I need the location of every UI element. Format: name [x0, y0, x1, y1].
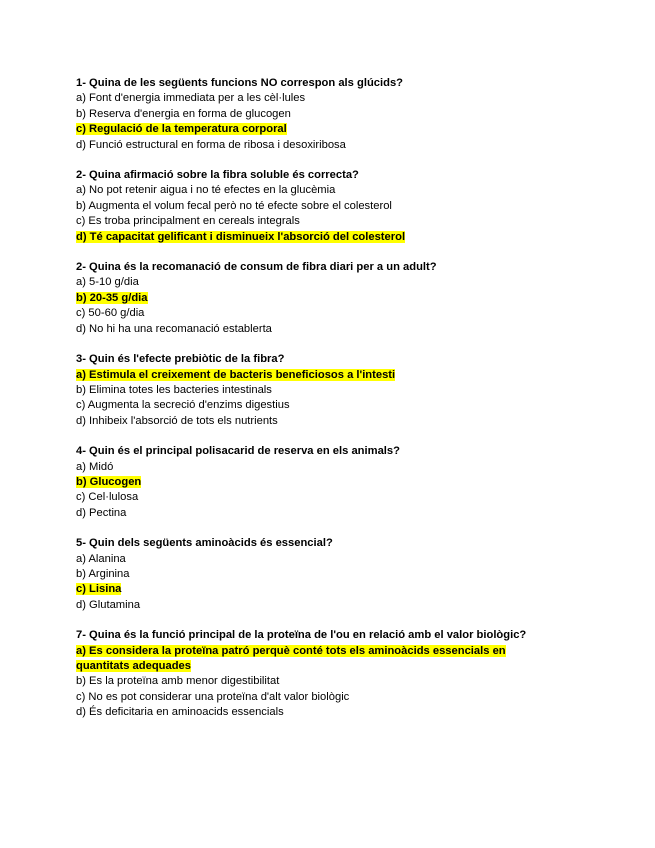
answer-text: d) Pectina: [76, 506, 127, 519]
answer-text: b) Reserva d'energia en forma de glucogen: [76, 107, 291, 120]
question-block: [76, 628, 635, 720]
correct-answer-option: [76, 368, 546, 383]
question-block: [76, 444, 635, 521]
answer-text: c) Lisina: [76, 583, 122, 596]
answer-text: a) 5-10 g/dia: [76, 276, 139, 289]
answer-option: [76, 91, 546, 106]
answer-option: [76, 138, 546, 153]
answer-text: c) Es troba principalment en cereals integrals: [76, 215, 300, 228]
question-title: 1- Quina de les següents funcions NO correspon als glúcids?: [76, 77, 403, 89]
answer-option: [76, 552, 546, 567]
answer-text: d) Inhibeix l'absorció de tots els nutrients: [76, 414, 278, 427]
answer-text: d) Glutamina: [76, 598, 141, 611]
answer-text: b) Es la proteïna amb menor digestibilitat: [76, 675, 280, 688]
answer-option: [76, 598, 546, 613]
answer-text: b) 20-35 g/dia: [76, 291, 148, 304]
answer-option: [76, 460, 546, 475]
answer-text: d) És deficitaria en aminoacids essencials: [76, 706, 284, 719]
answer-text: a) No pot retenir aigua i no té efectes en la glucèmia: [76, 184, 336, 197]
answer-text: a) Midó: [76, 460, 114, 473]
question-title: 2- Quina és la recomanació de consum de fibra diari per a un adult?: [76, 261, 437, 274]
question-block: [76, 536, 635, 613]
answer-text: a) Alanina: [76, 552, 126, 565]
question-block: [76, 168, 635, 245]
correct-answer-option: [76, 582, 546, 597]
correct-answer-option: [76, 475, 546, 490]
question-block: [76, 260, 635, 337]
correct-answer-option: [76, 122, 546, 137]
answer-text: b) Arginina: [76, 567, 130, 580]
answer-text: b) Glucogen: [76, 475, 142, 488]
question-block: [76, 76, 635, 153]
answer-text: d) Té capacitat gelificant i disminueix l'absorció del colesterol: [76, 230, 406, 243]
answer-text: c) Regulació de la temperatura corporal: [76, 123, 287, 136]
question-title: 2- Quina afirmació sobre la fibra soluble és correcta?: [76, 169, 359, 182]
answer-option: [76, 183, 546, 198]
answer-option: [76, 199, 546, 214]
answer-text: b) Elimina totes les bacteries intestinals: [76, 383, 272, 396]
correct-answer-option: [76, 230, 546, 245]
answer-option: [76, 322, 546, 337]
answer-option: [76, 567, 546, 582]
answer-option: [76, 275, 546, 290]
answer-text: a) Estimula el creixement de bacteris beneficiosos a l'intesti: [76, 368, 396, 381]
question-list: [76, 76, 635, 721]
answer-option: [76, 506, 546, 521]
answer-option: [76, 690, 546, 705]
answer-text: c) 50-60 g/dia: [76, 307, 145, 320]
answer-option: [76, 705, 546, 720]
question-block: [76, 352, 635, 429]
correct-answer-option: [76, 291, 546, 306]
answer-text: c) Cel·lulosa: [76, 491, 139, 504]
answer-option: [76, 490, 546, 505]
answer-option: [76, 674, 546, 689]
answer-option: [76, 214, 546, 229]
question-title: 4- Quin és el principal polisacarid de reserva en els animals?: [76, 445, 400, 458]
correct-answer-option: [76, 644, 546, 675]
question-title: 3- Quin és l'efecte prebiòtic de la fibra?: [76, 353, 285, 366]
answer-option: [76, 398, 546, 413]
question-title: 5- Quin dels següents aminoàcids és essencial?: [76, 537, 333, 550]
answer-option: [76, 383, 546, 398]
answer-text: d) Funció estructural en forma de ribosa i desoxiribosa: [76, 138, 346, 151]
answer-option: [76, 414, 546, 429]
answer-text: b) Augmenta el volum fecal però no té efecte sobre el colesterol: [76, 199, 392, 212]
answer-option: [76, 107, 546, 122]
answer-text: a) Es considera la proteïna patró perquè conté tots els aminoàcids essencials en quantitats adequades: [76, 644, 506, 672]
answer-option: [76, 306, 546, 321]
question-title: 7- Quina és la funció principal de la proteïna de l'ou en relació amb el valor biològic?: [76, 629, 527, 642]
answer-text: d) No hi ha una recomanació establerta: [76, 322, 272, 335]
answer-text: c) No es pot considerar una proteïna d'alt valor biològic: [76, 690, 350, 703]
answer-text: a) Font d'energia immediata per a les cèl·lules: [76, 92, 306, 105]
answer-text: c) Augmenta la secreció d'enzims digestius: [76, 399, 290, 412]
